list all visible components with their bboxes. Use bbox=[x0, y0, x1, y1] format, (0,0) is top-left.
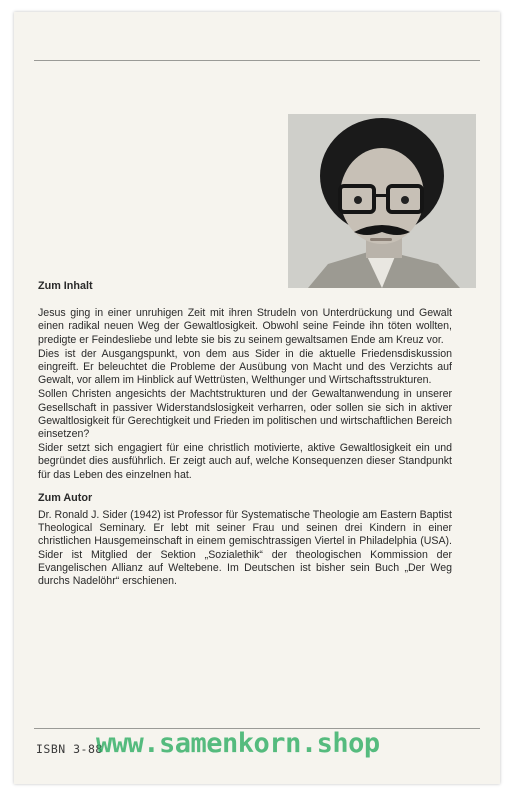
author-portrait-image bbox=[288, 114, 476, 288]
inhalt-paragraph-1: Jesus ging in einer unruhigen Zeit mit ihren Strudeln von Unterdrückung und Gewalt einen radikal neuen Weg der Gewaltlosigkeit. Obwohl seine Feinde ihn töten wollten, predigte er Feindesliebe und lebte sie bis zu seinem gewaltsamen Ende am Kreuz vor. bbox=[38, 307, 452, 346]
top-rule bbox=[34, 60, 480, 61]
autor-paragraph: Dr. Ronald J. Sider (1942) ist Professor für Systematische Theologie am Eastern Baptist Theological Seminary. Er lebt mit seiner Frau und seinen drei Kindern in einer christlichen Hausgemeinschaft in einem gemischtrassigen Viertel in Philadelphia (USA). Sider ist Mitglied der Sektion „Sozialethik“ der theologischen Kommission der Evangelischen Allianz auf Weltebene. Im Deutschen ist bisher sein Buch „Der Weg durchs Nadelöhr“ erschienen. bbox=[38, 509, 452, 588]
description-text-block bbox=[38, 280, 452, 589]
inhalt-paragraph-2: Dies ist der Ausgangspunkt, von dem aus Sider in die aktuelle Friedensdiskussion eingreift. Er beleuchtet die Probleme der Ausübung von Macht und des Verzichts auf Gewalt, vor allem im Hinblick auf Wettrüsten, Welthunger und Wirtschaftsstrukturen. bbox=[38, 347, 452, 387]
isbn-number: ISBN 3-88 bbox=[36, 742, 103, 756]
inhalt-paragraph-4: Sider setzt sich engagiert für eine christlich motivierte, aktive Gewaltlosigkeit ein und begründet dies ausführlich. Er zeigt auch auf, welche Konsequenzen dieser Standpunkt für das Leben des einzelnen hat. bbox=[38, 442, 452, 481]
inhalt-paragraph-3: Sollen Christen angesichts der Machtstrukturen und der Gewaltanwendung in unserer Gesellschaft in passiver Widerstandslosigkeit verharren, oder sollen sie sich in aktiver Gewaltlosigkeit für Gerechtigkeit und Frieden im politischen und wirtschaftlichen Bereich einsetzen? bbox=[38, 388, 452, 441]
shop-watermark: www.samenkorn.shop bbox=[96, 728, 380, 759]
autor-heading: Zum Autor bbox=[38, 491, 93, 504]
inhalt-heading: Zum Inhalt bbox=[38, 280, 93, 292]
author-photo bbox=[288, 114, 476, 288]
